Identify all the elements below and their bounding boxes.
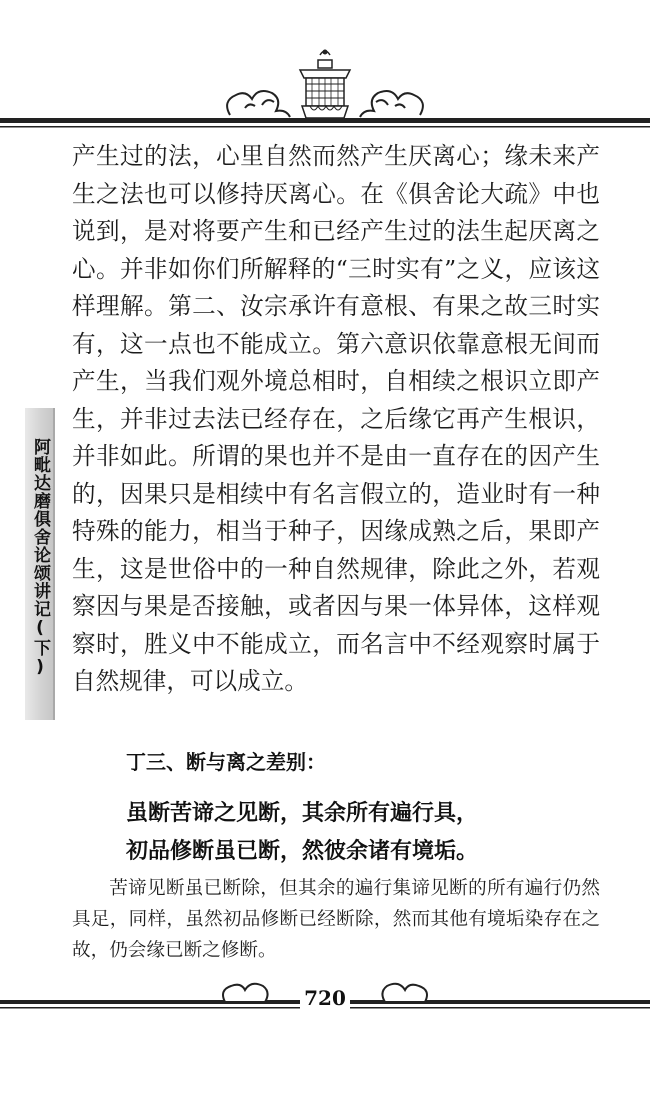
header-rule bbox=[0, 118, 650, 128]
book-title: 阿毗达磨俱舍论颂讲记(下) bbox=[30, 438, 50, 678]
side-book-tab bbox=[25, 408, 55, 720]
verse-line-1: 虽断苦谛之见断，其余所有遍行具， bbox=[126, 801, 479, 826]
dharma-banner-icon bbox=[300, 50, 350, 119]
verse-line-2: 初品修断虽已断，然彼余诸有境垢。 bbox=[126, 839, 479, 864]
section-heading: 丁三、断与离之差别： bbox=[126, 750, 326, 774]
commentary-paragraph: 苦谛见断虽已断除，但其余的遍行集谛见断的所有遍行仍然具足，同样，虽然初品修断已经断除，然而其他有境垢染存在之故，仍会缘已断之修断。 bbox=[72, 878, 600, 961]
page-number: 720 bbox=[300, 986, 350, 1010]
header-ornament bbox=[0, 0, 650, 135]
body-paragraph: 产生过的法，心里自然而然产生厌离心；缘未来产生之法也可以修持厌离心。在《俱舍论大疏》中也说到，是对将要产生和已经产生过的法生起厌离之心。并非如你们所解释的“三时实有”之义，应该这样理解。第二、汝宗承许有意根、有果之故三时实有，这一点也不能成立。第六意识依靠意根无间而产生，当我们观外境总相时，自相续之根识立即产生，并非过去法已经存在，之后缘它再产生根识，并非如此。所谓的果也并不是由一直存在的因产生的，因果只是相续中有名言假立的，造业时有一种特殊的能力，相当于种子，因缘成熟之后，果即产生，这是世俗中的一种自然规律，除此之外，若观察因与果是否接触，或者因与果一体异体，这样观察时，胜义中不能成立，而名言中不经观察时属于自然规律，可以成立。 bbox=[72, 142, 600, 695]
